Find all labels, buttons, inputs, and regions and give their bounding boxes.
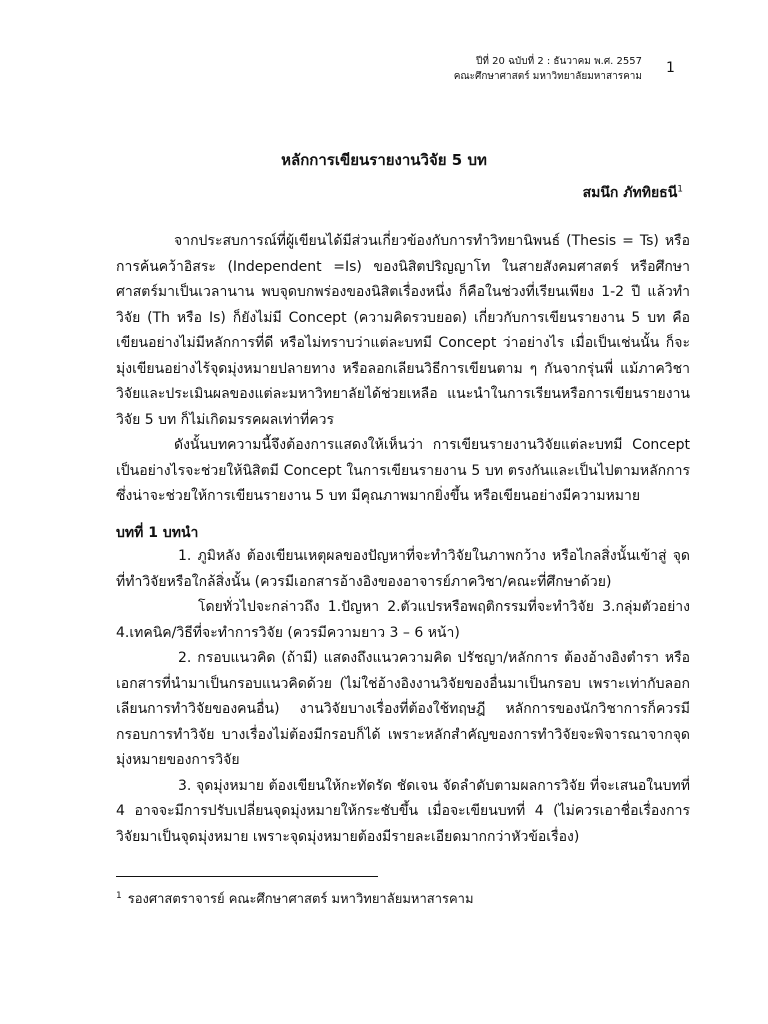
chapter-1-item-3: 3. จุดมุ่งหมาย ต้องเขียนให้กะทัดรัด ชัดเจน จัดลำดับตามผลการวิจัย ที่จะเสนอในบทที่ 4 อาจจะมีการปรับเปลี่ยนจุดมุ่งหมายให้กระชับขึ้น เมื่อจะเขียนบทที่ 4 (ไม่ควรเอาชื่อเรื่องการวิจัยมาเป็นจุดมุ่งหมาย เพราะจุดมุ่งหมายต้องมีรายละเอียดมากกว่าหัวข้อเรื่อง) — [116, 777, 690, 845]
chapter-1-item-1: 1. ภูมิหลัง ต้องเขียนเหตุผลของปัญหาที่จะทำวิจัยในภาพกว้าง หรือไกลสิ่งนั้นเข้าสู่ จุดที่ทำวิจัยหรือใกล้สิ่งนั้น (ควรมีเอกสารอ้างอิงของอาจารย์ภาควิชา/คณะที่ศึกษาด้วย) — [116, 548, 690, 590]
page-number: 1 — [666, 60, 675, 76]
running-head-issue: ปีที่ 20 ฉบับที่ 2 : ธันวาคม พ.ศ. 2557 — [476, 56, 642, 67]
chapter-1-item-1-detail: โดยทั่วไปจะกล่าวถึง 1.ปัญหา 2.ตัวแปรหรือพฤติกรรมที่จะทำวิจัย 3.กลุ่มตัวอย่าง 4.เทคนิค/วิธีที่จะทำการวิจัย (ควรมีความยาว 3 – 6 หน้า) — [116, 599, 690, 641]
author-name: สมนึก ภัททิยธนี — [582, 185, 678, 201]
intro-paragraph-1: จากประสบการณ์ที่ผู้เขียนได้มีส่วนเกี่ยวข้องกับการทำวิทยานิพนธ์ (Thesis = Ts) หรือการค้นคว้าอิสระ (Independent =Is) ของนิสิตปริญญาโท ในสายสังคมศาสตร์ หรือศึกษาศาสตร์มาเป็นเวลานาน พบจุดบกพร่องของนิสิตเรื่องหนึ่ง ก็คือในช่วงที่เรียนเพียง 1-2 ปี แล้วทำวิจัย (Th หรือ Is) ก็ยังไม่มี Concept (ความคิดรวบยอด) เกี่ยวกับการเขียนรายงาน 5 บท คือเขียนอย่างไม่มีหลักการที่ดี หรือไม่ทราบว่าแต่ละบทมี Concept ว่าอย่างไร เมื่อเป็นเช่นนั้น ก็จะมุ่งเขียนอย่างไร้จุดมุ่งหมายปลายทาง หรือลอกเลียนวิธีการเขียนตาม ๆ กันจากรุ่นพี่ แม้ภาควิชาวิจัยและประเมินผลของแต่ละมหาวิทยาลัยได้ช่วยเหลือ แนะนำในการเรียนหรือการเขียนรายงานวิจัย 5 บท ก็ไม่เกิดมรรคผลเท่าที่ควร — [116, 233, 690, 428]
footnote-divider — [116, 876, 378, 877]
author-line — [583, 182, 683, 204]
running-head-publisher: คณะศึกษาศาสตร์ มหาวิทยาลัยมหาสารคาม — [453, 71, 642, 82]
author-footnote-mark: 1 — [677, 184, 683, 195]
running-head — [454, 54, 642, 84]
footnote — [116, 888, 474, 909]
intro-section — [116, 229, 690, 510]
footnote-text: รองศาสตราจารย์ คณะศึกษาศาสตร์ มหาวิทยาลัยมหาสารคาม — [127, 892, 474, 907]
chapter-1-item-2: 2. กรอบแนวคิด (ถ้ามี) แสดงถึงแนวความคิด ปรัชญา/หลักการ ต้องอ้างอิงตำรา หรือเอกสารที่นำมาเป็นกรอบแนวคิดด้วย (ไม่ใช่อ้างอิงงานวิจัยของอื่นมาเป็นกรอบ เพราะเท่ากับลอกเลียนการทำวิจัยของคนอื่น) งานวิจัยบางเรื่องที่ต้องใช้ทฤษฎี หลักการของนักวิชาการก็ควรมีกรอบการทำวิจัย บางเรื่องไม่ต้องมีกรอบก็ได้ เพราะหลักสำคัญของการทำวิจัยจะพิจารณาจากจุดมุ่งหมายของการวิจัย — [116, 650, 690, 768]
intro-paragraph-2: ดังนั้นบทความนี้จึงต้องการแสดงให้เห็นว่า การเขียนรายงานวิจัยแต่ละบทมี Concept เป็นอย่างไรจะช่วยให้นิสิตมี Concept ในการเขียนรายงาน 5 บท ตรงกันและเป็นไปตามหลักการ ซึ่งน่าจะช่วยให้การเขียนรายงาน 5 บท มีคุณภาพมากยิ่งขึ้น หรือเขียนอย่างมีความหมาย — [116, 437, 690, 504]
chapter-1-heading: บทที่ 1 บทนำ — [116, 525, 199, 541]
footnote-mark: 1 — [116, 890, 122, 901]
chapter-1-section — [116, 544, 690, 850]
article-title: หลักการเขียนรายงานวิจัย 5 บท — [281, 151, 487, 169]
